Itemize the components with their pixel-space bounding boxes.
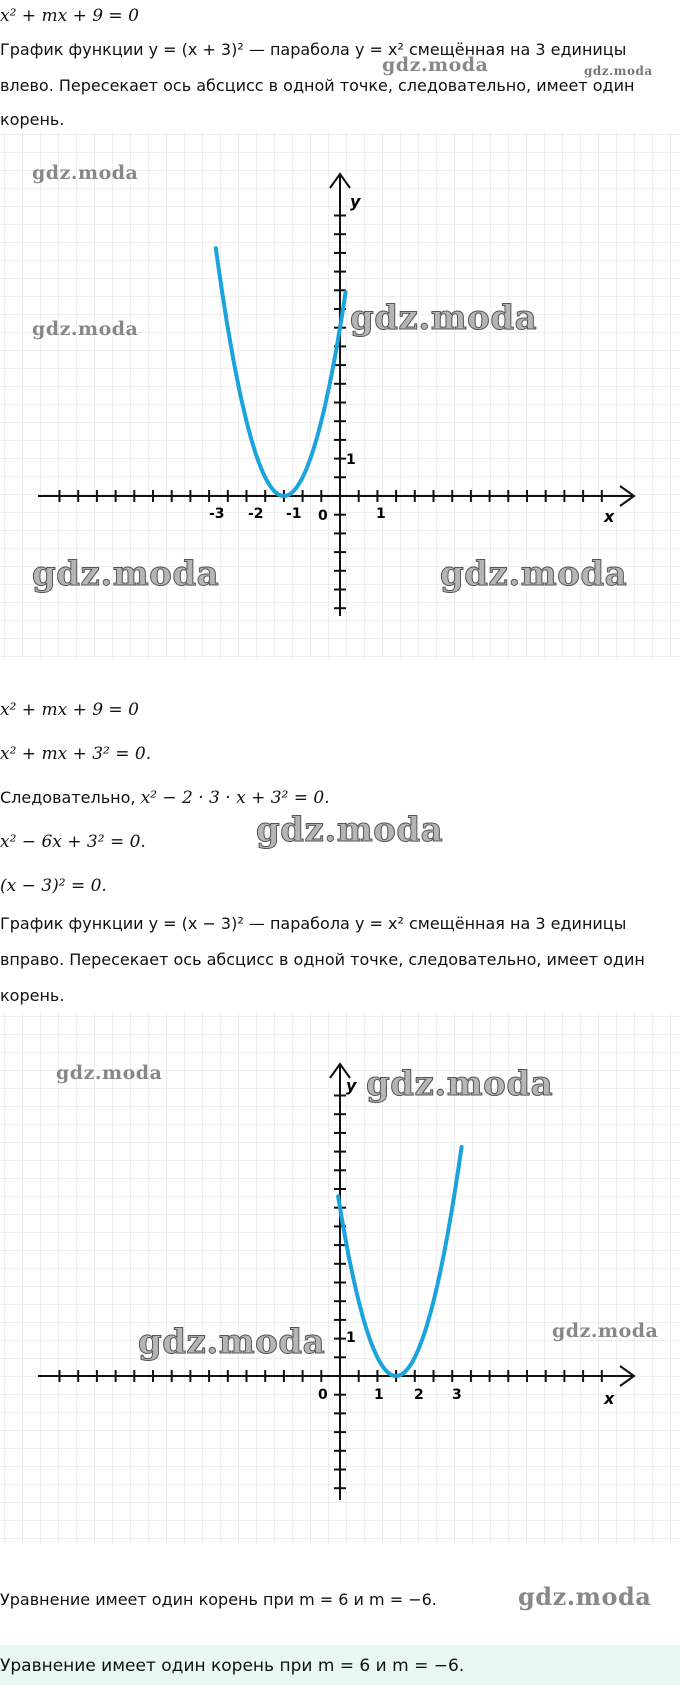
description-2-line-3: корень. (0, 986, 65, 1005)
answer-text: Уравнение имеет один корень при m = 6 и m = −6. (0, 1656, 465, 1676)
x-axis-label: x (604, 1389, 615, 1408)
tick-label-1: 1 (376, 506, 386, 522)
watermark: gdz.moda (382, 54, 489, 76)
tick-label-y-1: 1 (346, 1330, 356, 1346)
y-axis-label: y (346, 1076, 357, 1095)
description-1-line-1: График функции y = (x + 3)² — парабола y = x² смещённая на 3 единицы (0, 40, 627, 59)
description-2-line-1: График функции y = (x − 3)² — парабола y = x² смещённая на 3 единицы (0, 914, 627, 933)
step-4: x² − 6x + 3² = 0. (0, 832, 146, 852)
tick-label-1: 1 (374, 1387, 384, 1403)
watermark: gdz.moda (518, 1582, 652, 1611)
watermark: gdz.moda (552, 1320, 659, 1342)
tick-label-3: 3 (452, 1387, 462, 1403)
x-axis-label: x (604, 507, 615, 526)
description-2-line-2: вправо. Пересекает ось абсцисс в одной точке, следовательно, имеет один (0, 950, 645, 969)
description-1-line-2: влево. Пересекает ось абсцисс в одной точке, следовательно, имеет один (0, 76, 635, 95)
watermark: gdz.moda (366, 1064, 554, 1104)
graph-parabola-right (0, 1012, 680, 1544)
watermark: gdz.moda (440, 554, 628, 594)
step-1: x² + mx + 9 = 0 (0, 700, 139, 720)
watermark: gdz.moda (138, 1322, 326, 1362)
watermark: gdz.moda (32, 318, 139, 340)
watermark: gdz.moda (32, 162, 139, 184)
description-1-line-3: корень. (0, 110, 65, 129)
step-3-prefix: Следовательно, (0, 788, 141, 807)
conclusion-text: Уравнение имеет один корень при m = 6 и m = −6. (0, 1590, 437, 1609)
origin-label: 0 (318, 1387, 328, 1403)
step-5: (x − 3)² = 0. (0, 876, 107, 896)
step-3-math: x² − 2 · 3 · x + 3² = 0. (140, 788, 330, 808)
watermark: gdz.moda (584, 64, 653, 78)
origin-label: 0 (318, 508, 328, 524)
watermark: gdz.moda (350, 298, 538, 338)
tick-label-minus-3: -3 (209, 506, 225, 522)
tick-label-minus-1: -1 (286, 506, 302, 522)
tick-label-minus-2: -2 (248, 506, 264, 522)
graph-parabola-left (0, 132, 680, 658)
watermark: gdz.moda (32, 554, 220, 594)
step-3 (0, 788, 676, 808)
equation-1: x² + mx + 9 = 0 (0, 6, 139, 26)
watermark: gdz.moda (256, 810, 444, 850)
y-axis-label: y (350, 192, 361, 211)
step-2: x² + mx + 3² = 0. (0, 744, 152, 764)
tick-label-y-1: 1 (346, 452, 356, 468)
tick-label-2: 2 (414, 1387, 424, 1403)
watermark: gdz.moda (56, 1062, 163, 1084)
